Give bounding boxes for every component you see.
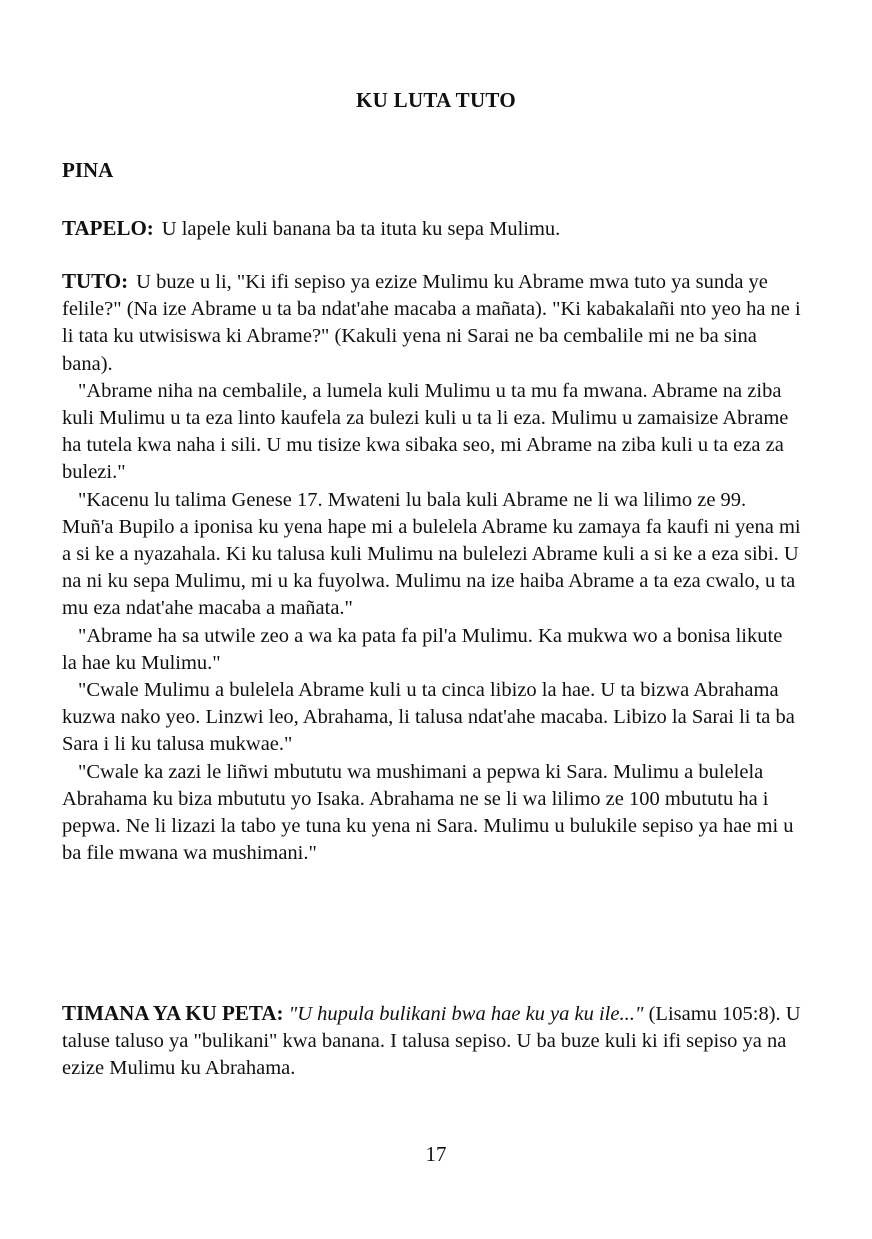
timana-quote: "U hupula bulikani bwa hae ku ya ku ile..." [288, 1003, 644, 1025]
story-paragraph-1: "Abrame niha na cembalile, a lumela kuli Mulimu u ta mu fa mwana. Abrame na ziba kuli Mulimu u ta eza linto kaufela za bulezi kuli u ta li eza. Mulimu u zamaisize Abrame ha tutela kwa naha i sili. U mu tisize kwa sibaka seo, mi Abrame na ziba kuli u ta eza za bulezi." [62, 379, 789, 484]
section-heading: PINA [62, 158, 114, 182]
timana-block [62, 1000, 802, 1083]
tuto-paragraph [62, 268, 802, 378]
timana-text: (Lisamu 105:8). U taluse taluso ya "bulikani" kwa banana. I talusa sepiso. U ba buze kuli ki ifi sepiso ya na ezize Mulimu ku Abrahama. [62, 1003, 801, 1080]
tuto-label: TUTO: [62, 269, 129, 293]
page-title: KU LUTA TUTO [356, 88, 516, 112]
page-number: 17 [425, 1142, 447, 1166]
story-paragraph-5: "Cwale ka zazi le liñwi mbututu wa mushimani a pepwa ki Sara. Mulimu a bulelela Abrahama ku biza mbututu yo Isaka. Abrahama ne se li wa lilimo ze 100 mbututu ha i pepwa. Ne li lizazi la tabo ye tuna ku yena ni Sara. Mulimu u bulukile sepiso ya hae mi u ba file mwana wa mushimani." [62, 760, 794, 865]
tuto-text: U buze u li, "Ki ifi sepiso ya ezize Mulimu ku Abrame mwa tuto ya sunda ye felile?" (Na ize Abrame u ta ba ndat'ahe macaba a mañata). "Ki kabakalañi nto yeo ha ne i li tata ku utwisiswa ki Abrame?" (Kakuli yena ni Sarai ne ba cembalile mi ne ba sina bana). [62, 271, 801, 375]
story-paragraph-2: "Kacenu lu talima Genese 17. Mwateni lu bala kuli Abrame ne li wa lilimo ze 99. Muñ'a Bupilo a iponisa ku yena hape mi a bulelela Abrame ku zamaya fa kaufi ni yena mi a si ke a nyazahala. Ki ku talusa kuli Mulimu na bulelezi Abrame kuli a si ke a eza sibi. U na ni ku sepa Mulimu, mi u ka fuyolwa. Mulimu na ize haiba Abrame a ta eza cwalo, u ta mu eza ndat'ahe macaba a mañata." [62, 488, 801, 620]
story-paragraph-4: "Cwale Mulimu a bulelela Abrame kuli u ta cinca libizo la hae. U ta bizwa Abrahama kuzwa nako yeo. Linzwi leo, Abrahama, li talusa ndat'ahe macaba. Libizo la Sarai li ta ba Sara i li ku talusa mukwae." [62, 679, 795, 756]
timana-label: TIMANA YA KU PETA: [62, 1001, 284, 1025]
tapelo-label: TAPELO: [62, 216, 154, 240]
tapelo-text: U lapele kuli banana ba ta ituta ku sepa Mulimu. [161, 218, 561, 240]
tapelo-block [62, 215, 802, 243]
tuto-block [62, 268, 802, 867]
story-paragraph-3: "Abrame ha sa utwile zeo a wa ka pata fa pil'a Mulimu. Ka mukwa wo a bonisa likute la hae ku Mulimu." [62, 624, 783, 674]
